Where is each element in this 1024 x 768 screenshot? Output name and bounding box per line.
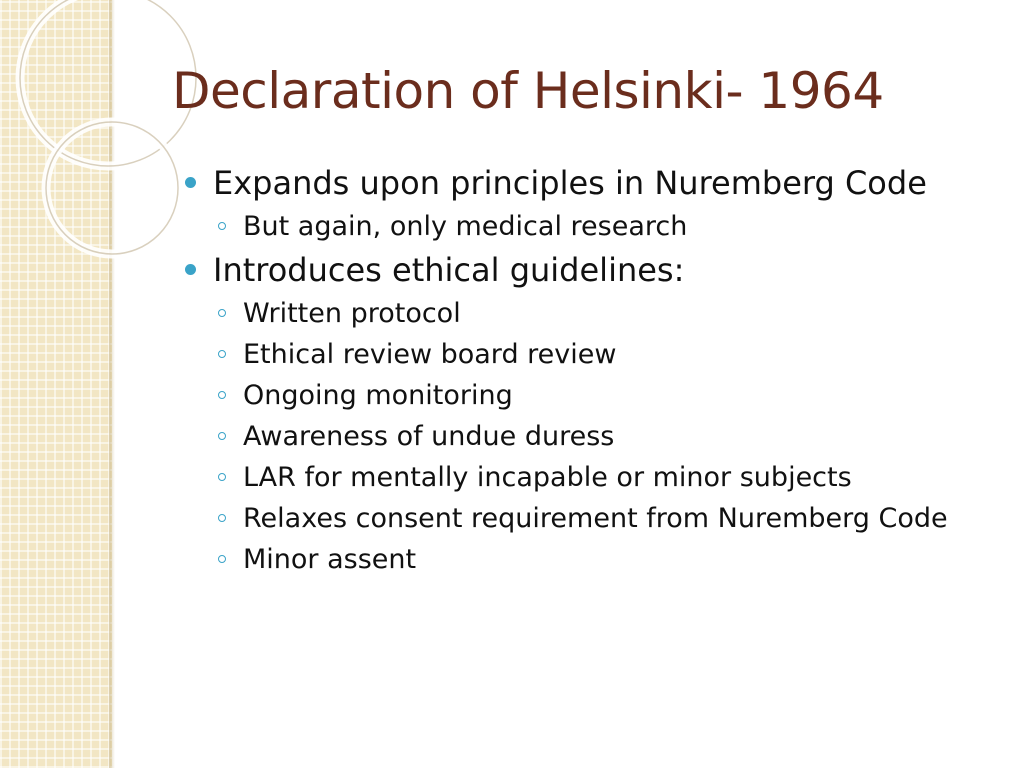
sub-bullet-item — [185, 416, 1005, 457]
sub-bullet-item — [185, 375, 1005, 416]
bullet-ring-icon — [218, 222, 226, 230]
sub-bullet-text: Relaxes consent requirement from Nuremberg Code — [243, 503, 948, 534]
sub-bullet-text: Ethical review board review — [243, 339, 617, 370]
slide-title: Declaration of Helsinki- 1964 — [172, 62, 884, 120]
bullet-ring-icon — [218, 514, 226, 522]
bullet-ring-icon — [218, 309, 226, 317]
bullet-text: Introduces ethical guidelines: — [213, 251, 685, 289]
sub-bullet-item — [185, 498, 1005, 539]
bullet-ring-icon — [218, 391, 226, 399]
bullet-ring-icon — [218, 555, 226, 563]
bullet-ring-icon — [218, 350, 226, 358]
decorative-rings-icon — [0, 0, 200, 260]
bullet-text: Expands upon principles in Nuremberg Code — [213, 164, 927, 202]
bullet-ring-icon — [218, 473, 226, 481]
bullet-dot-icon — [185, 264, 196, 275]
bullet-dot-icon — [185, 177, 196, 188]
sub-bullet-text: Written protocol — [243, 298, 461, 329]
sub-bullet-text: LAR for mentally incapable or minor subjects — [243, 462, 852, 493]
sub-bullet-text: But again, only medical research — [243, 211, 688, 242]
sub-bullet-item — [185, 457, 1005, 498]
sub-bullet-item — [185, 334, 1005, 375]
bullet-item — [185, 160, 1005, 206]
bullet-list — [185, 160, 1005, 580]
sub-bullet-item — [185, 539, 1005, 580]
sub-bullet-item — [185, 206, 1005, 247]
bullet-item — [185, 247, 1005, 293]
sub-bullet-text: Awareness of undue duress — [243, 421, 615, 452]
sub-bullet-text: Minor assent — [243, 544, 417, 575]
bullet-ring-icon — [218, 432, 226, 440]
sub-bullet-text: Ongoing monitoring — [243, 380, 513, 411]
sub-bullet-item — [185, 293, 1005, 334]
